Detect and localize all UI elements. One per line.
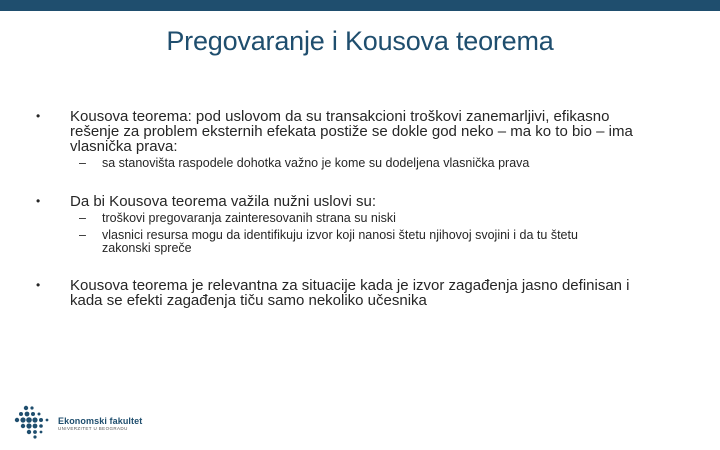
bullet-text [70,194,680,209]
sub-bullet-line: zakonski spreče [102,241,192,255]
top-accent-bar [0,0,720,11]
logo-subtitle: UNIVERZITET U BEOGRADU [58,426,128,431]
bullet-line: kada se efekti zagađenja tiču samo nekoliko učesnika [70,292,427,309]
sub-bullet-marker: – [79,228,86,242]
sub-bullet-text [102,212,662,225]
bullet-line: vlasnička prava: [70,138,178,155]
slide-title: Pregovaranje i Kousova teorema [166,26,554,56]
bullet-line: Da bi Kousova teorema važila nužni uslovi su: [70,193,376,210]
bullet-marker: • [36,194,41,208]
bullet-marker: • [36,109,41,123]
sub-bullet-line: troškovi pregovaranja zainteresovanih strana su niski [102,211,396,225]
bullet-line: Kousova teorema: pod uslovom da su transakcioni troškovi zanemarljivi, efikasno [70,108,610,125]
logo-name: Ekonomski fakultet [58,416,143,426]
bullet-line: Kousova teorema je relevantna za situacije kada je izvor zagađenja jasno definisan i [70,277,630,294]
sub-bullet-marker: – [79,211,86,225]
sub-bullet-marker: – [79,156,86,170]
bullet-marker: • [36,278,41,292]
bullet-text [70,278,680,308]
bullet-line: rešenje za problem eksternih efekata postiže se dokle god neko – ma ko to bio – ima [70,123,633,140]
sub-bullet-line: vlasnici resursa mogu da identifikuju izvor koji nanosi štetu njihovoj svojini i da tu štetu [102,228,578,242]
sub-bullet-line: sa stanovišta raspodele dohotka važno je kome su dodeljena vlasnička prava [102,156,530,170]
sub-bullet-text [102,229,662,255]
sub-bullet-text [102,157,662,170]
bullet-text [70,109,680,154]
